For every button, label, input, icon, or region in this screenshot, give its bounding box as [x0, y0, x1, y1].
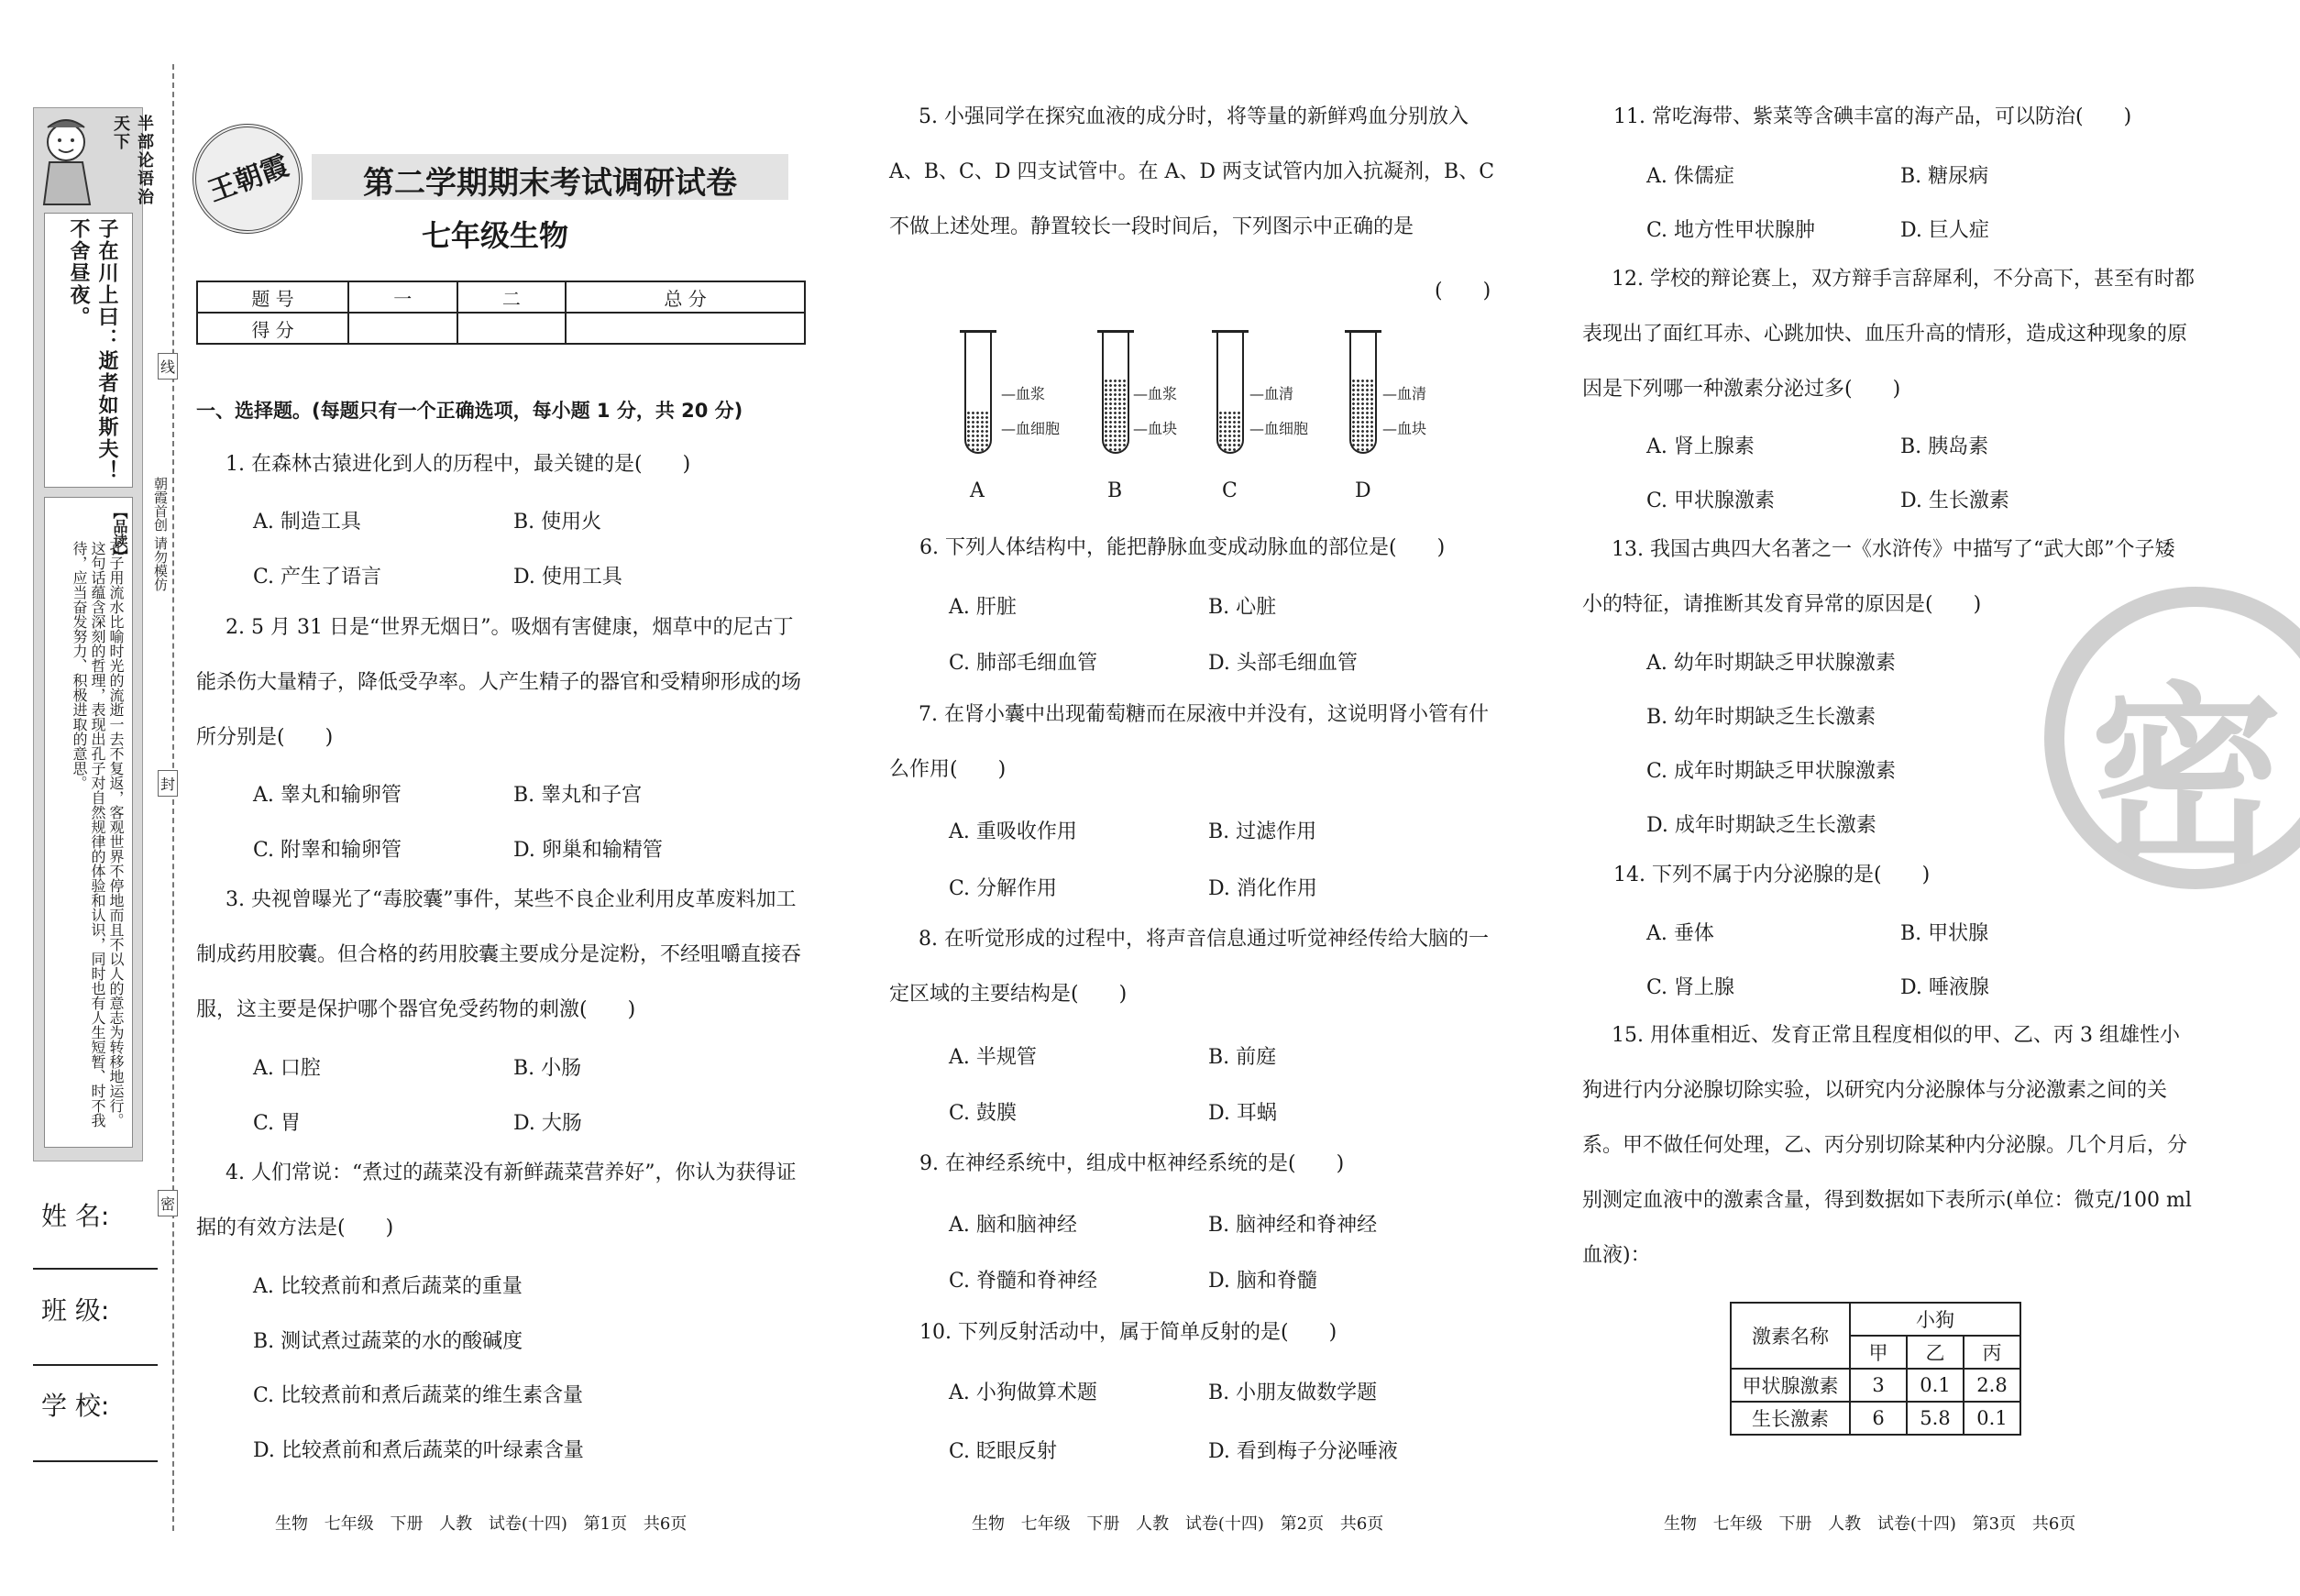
q10-option-a[interactable]: A. 小狗做算术题: [949, 1381, 1097, 1404]
review-text: 孔子用流水比喻时光的流逝一去不复返，客观世界不停地而且不以人的意志为转移地运行。这句话蕴含深刻的哲理，表现出孔子对自然规律的体验和认识，同时也有人生短暂、时不我待，应当奋发努力、积极进取的意思。: [71, 541, 125, 1128]
tube-b-top-label: —血浆: [1133, 385, 1178, 402]
q4-option-a[interactable]: A. 比较煮前和煮后蔬菜的重量: [253, 1275, 523, 1298]
q10-option-d[interactable]: D. 看到梅子分泌唾液: [1208, 1440, 1398, 1463]
tube-d-bottom-label: —血块: [1382, 420, 1427, 437]
q11-stem: 11. 常吃海带、紫菜等含碘丰富的海产品，可以防治( ): [1613, 105, 2132, 128]
cut-line: [172, 64, 174, 1531]
q12-option-b[interactable]: B. 胰岛素: [1900, 435, 1989, 458]
exam-subtitle: 七年级生物: [421, 218, 568, 253]
tube-a: [964, 330, 992, 454]
score-row-header: [197, 281, 805, 313]
tube-c-top-label: —血清: [1249, 385, 1294, 402]
tube-d: [1349, 330, 1377, 454]
q3-option-d[interactable]: D. 大肠: [513, 1112, 582, 1135]
page-footer-2: 生物 七年级 下册 人教 试卷(十四) 第2页 共6页: [972, 1514, 1384, 1534]
table-row: [1731, 1369, 2020, 1402]
q13-option-c[interactable]: C. 成年时期缺乏甲状腺激素: [1646, 760, 1897, 783]
section-heading: 一、选择题。(每题只有一个正确选项，每小题 1 分，共 20 分): [196, 400, 743, 422]
score-cell: 题 号: [197, 281, 348, 313]
q3-stem: 3. 央视曾曝光了“毒胶囊”事件，某些不良企业利用皮革废料加工制成药用胶囊。但合格的药用胶囊主要成分是淀粉，不经咀嚼直接吞服，这主要是保护哪个器官免受药物的刺激( ): [196, 888, 802, 1021]
q2-option-a[interactable]: A. 睾丸和输卵管: [253, 784, 402, 807]
q1-option-a[interactable]: A. 制造工具: [253, 511, 361, 534]
q7-stem: 7. 在肾小囊中出现葡萄糖而在尿液中并没有，这说明肾小管有什么作用( ): [889, 703, 1489, 781]
hormone-name: 甲状腺激素: [1731, 1369, 1850, 1402]
q3-option-c[interactable]: C. 胃: [253, 1112, 302, 1135]
q11-option-d[interactable]: D. 巨人症: [1900, 219, 1989, 242]
q5-stem: 5. 小强同学在探究血液的成分时，将等量的新鲜鸡血分别放入 A、B、C、D 四支试管中。在 A、D 两支试管内加入抗凝剂，B、C 不做上述处理。静置较长一段时间后，下列图示中正确的是: [889, 105, 1495, 238]
q7-option-d[interactable]: D. 消化作用: [1208, 877, 1317, 900]
hormone-value: 2.8: [1964, 1369, 2020, 1402]
q1-option-b[interactable]: B. 使用火: [513, 511, 602, 534]
q4-option-d[interactable]: D. 比较煮前和煮后蔬菜的叶绿素含量: [253, 1439, 584, 1462]
q8-option-d[interactable]: D. 耳蜗: [1208, 1102, 1277, 1125]
q9-option-a[interactable]: A. 脑和脑神经: [949, 1214, 1077, 1237]
q9-option-b[interactable]: B. 脑神经和脊神经: [1208, 1214, 1378, 1237]
q6-option-c[interactable]: C. 肺部毛细血管: [949, 652, 1098, 675]
school-field[interactable]: [33, 1460, 158, 1462]
score-input[interactable]: [348, 313, 457, 344]
score-table: [196, 281, 806, 345]
q13-option-a[interactable]: A. 幼年时期缺乏甲状腺激素: [1646, 652, 1896, 675]
score-input[interactable]: [566, 313, 805, 344]
q1-option-d[interactable]: D. 使用工具: [513, 566, 622, 589]
q1-stem: 1. 在森林古猿进化到人的历程中，最关键的是( ): [226, 453, 691, 476]
q14-option-c[interactable]: C. 肾上腺: [1646, 976, 1735, 999]
tube-a-letter: A: [970, 479, 985, 502]
tube-d-top-label: —血清: [1382, 385, 1427, 402]
group-label: 丙: [1964, 1336, 2020, 1369]
score-cell: 总 分: [566, 281, 805, 313]
tube-a-top-label: —血浆: [1001, 385, 1046, 402]
q13-stem: 13. 我国古典四大名著之一《水浒传》中描写了“武大郎”个子矮小的特征，请推断其发育异常的原因是( ): [1582, 538, 2175, 616]
hormone-table: [1730, 1302, 2021, 1436]
score-input[interactable]: [457, 313, 567, 344]
motto-label: 半部论语治天下: [111, 115, 154, 206]
tube-c-bottom-label: —血细胞: [1249, 420, 1309, 437]
page-footer-1: 生物 七年级 下册 人教 试卷(十四) 第1页 共6页: [275, 1514, 688, 1534]
tube-a-bottom-label: —血细胞: [1001, 420, 1061, 437]
name-label: 姓 名:: [41, 1201, 110, 1231]
table-row: [1731, 1402, 2020, 1435]
q2-option-b[interactable]: B. 睾丸和子宫: [513, 784, 643, 807]
tube-b-bottom-label: —血块: [1133, 420, 1178, 437]
q3-option-a[interactable]: A. 口腔: [253, 1057, 321, 1080]
q9-option-c[interactable]: C. 脊髓和脊神经: [949, 1270, 1098, 1293]
q12-option-d[interactable]: D. 生长激素: [1900, 490, 2009, 512]
q2-option-d[interactable]: D. 卵巢和输精管: [513, 839, 663, 862]
seal-char-2: 封: [158, 770, 178, 797]
q9-option-d[interactable]: D. 脑和脊髓: [1208, 1270, 1317, 1293]
group-label: 甲: [1850, 1336, 1907, 1369]
confidential-stamp-glyph: 密: [2090, 666, 2283, 890]
q11-option-c[interactable]: C. 地方性甲状腺肿: [1646, 219, 1816, 242]
q4-option-c[interactable]: C. 比较煮前和煮后蔬菜的维生素含量: [253, 1384, 584, 1407]
q10-option-c[interactable]: C. 眨眼反射: [949, 1440, 1058, 1463]
q10-stem: 10. 下列反射活动中，属于简单反射的是( ): [919, 1321, 1337, 1344]
hormone-name: 生长激素: [1731, 1402, 1850, 1435]
hormone-value: 0.1: [1964, 1402, 2020, 1435]
q12-option-a[interactable]: A. 肾上腺素: [1646, 435, 1755, 458]
q8-option-b[interactable]: B. 前庭: [1208, 1046, 1277, 1069]
hormone-value: 0.1: [1907, 1369, 1964, 1402]
q6-option-d[interactable]: D. 头部毛细血管: [1208, 652, 1358, 675]
scholar-cartoon: [37, 115, 101, 206]
seal-char-3: 密: [158, 1190, 178, 1216]
q6-option-a[interactable]: A. 肝脏: [949, 596, 1017, 619]
q8-option-c[interactable]: C. 鼓膜: [949, 1102, 1018, 1125]
hormone-value: 6: [1850, 1402, 1907, 1435]
q13-option-d[interactable]: D. 成年时期缺乏生长激素: [1646, 814, 1876, 837]
tube-c: [1216, 330, 1244, 454]
q6-option-b[interactable]: B. 心脏: [1208, 596, 1277, 619]
q12-option-c[interactable]: C. 甲状腺激素: [1646, 490, 1776, 512]
q14-stem: 14. 下列不属于内分泌腺的是( ): [1613, 864, 1931, 886]
tube-b: [1102, 330, 1129, 454]
q8-option-a[interactable]: A. 半规管: [949, 1046, 1037, 1069]
class-label: 班 级:: [41, 1295, 110, 1326]
brand-logo-text: 王朝霞: [204, 149, 293, 209]
q13-option-b[interactable]: B. 幼年时期缺乏生长激素: [1646, 706, 1876, 729]
q9-stem: 9. 在神经系统中，组成中枢神经系统的是( ): [919, 1152, 1345, 1175]
exam-title: 第二学期期末考试调研试卷: [363, 165, 737, 202]
q14-option-d[interactable]: D. 唾液腺: [1900, 976, 1989, 999]
hormone-value: 5.8: [1907, 1402, 1964, 1435]
q8-stem: 8. 在听觉形成的过程中，将声音信息通过听觉神经传给大脑的一定区域的主要结构是( ): [889, 928, 1489, 1006]
q2-option-c[interactable]: C. 附睾和输卵管: [253, 839, 402, 862]
q14-option-a[interactable]: A. 垂体: [1646, 922, 1714, 945]
copyright-note: 朝霞首创 请勿模仿: [152, 477, 169, 591]
q10-option-b[interactable]: B. 小朋友做数学题: [1208, 1381, 1378, 1404]
class-field[interactable]: [33, 1364, 158, 1366]
score-cell: 二: [457, 281, 567, 313]
q7-option-a[interactable]: A. 重吸收作用: [949, 820, 1077, 843]
q7-option-b[interactable]: B. 过滤作用: [1208, 820, 1317, 843]
page-footer-3: 生物 七年级 下册 人教 试卷(十四) 第3页 共6页: [1664, 1514, 2076, 1534]
q11-option-a[interactable]: A. 侏儒症: [1646, 165, 1734, 188]
score-cell: 得 分: [197, 313, 348, 344]
quote-text: 子在川上曰：逝者如斯夫！不舍昼夜。: [67, 218, 118, 482]
group-label: 乙: [1907, 1336, 1964, 1369]
q4-option-b[interactable]: B. 测试煮过蔬菜的水的酸碱度: [253, 1330, 523, 1353]
q11-option-b[interactable]: B. 糖尿病: [1900, 165, 1989, 188]
q7-option-c[interactable]: C. 分解作用: [949, 877, 1058, 900]
score-row-values: [197, 313, 805, 344]
q2-stem: 2. 5 月 31 日是“世界无烟日”。吸烟有害健康，烟草中的尼古丁能杀伤大量精子，降低受孕率。人产生精子的器官和受精卵形成的场所分别是( ): [196, 616, 802, 749]
review-label: 【品读】: [111, 504, 128, 563]
tube-b-letter: B: [1107, 479, 1123, 502]
hormone-col-header: 激素名称: [1731, 1303, 1850, 1369]
q5-answer-paren[interactable]: ( ): [1435, 280, 1491, 303]
q6-stem: 6. 下列人体结构中，能把静脉血变成动脉血的部位是( ): [919, 536, 1446, 559]
test-tube-figure: [953, 325, 1458, 509]
q15-stem: 15. 用体重相近、发育正常且程度相似的甲、乙、丙 3 组雄性小狗进行内分泌腺切除实验，以研究内分泌腺体与分泌激素之间的关系。甲不做任何处理，乙、丙分别切除某种内分泌腺。几个月后，分别测定血液中的激素含量，得到数据如下表所示(单位：微克/100 ml 血液)：: [1582, 1024, 2192, 1267]
name-field[interactable]: [33, 1268, 158, 1270]
q14-option-b[interactable]: B. 甲状腺: [1900, 922, 1989, 945]
hormone-group-header: 小狗: [1850, 1303, 2020, 1336]
q3-option-b[interactable]: B. 小肠: [513, 1057, 582, 1080]
tube-d-letter: D: [1355, 479, 1371, 502]
q4-stem: 4. 人们常说：“煮过的蔬菜没有新鲜蔬菜营养好”，你认为获得证据的有效方法是( ): [196, 1161, 797, 1239]
q12-stem: 12. 学校的辩论赛上，双方辩手言辞犀利，不分高下，甚至有时都表现出了面红耳赤、心跳加快、血压升高的情形，造成这种现象的原因是下列哪一种激素分泌过多( ): [1582, 268, 2195, 401]
q1-option-c[interactable]: C. 产生了语言: [253, 566, 382, 589]
tube-c-letter: C: [1222, 479, 1238, 502]
seal-char-1: 线: [158, 353, 178, 380]
hormone-value: 3: [1850, 1369, 1907, 1402]
score-cell: 一: [348, 281, 457, 313]
school-label: 学 校:: [41, 1391, 110, 1421]
